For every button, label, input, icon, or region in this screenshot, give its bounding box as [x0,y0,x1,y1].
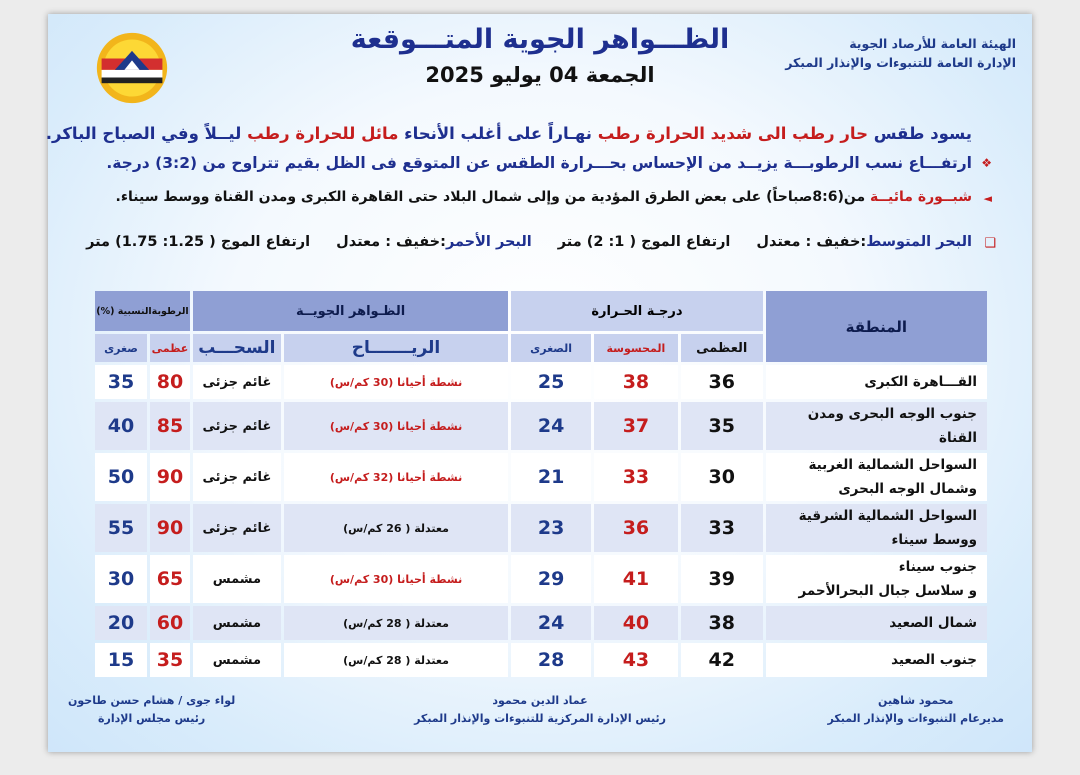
table-row [95,555,987,603]
min-temp-cell: 23 [511,504,591,552]
wind-cell: نشطة أحيانا (30 كم/س) [284,555,508,603]
table-row [95,606,987,640]
clouds-cell: غائم جزئى [193,402,281,450]
fog-label: شبــورة مائيــة [870,189,972,205]
region-name-line: جنوب الوجه البحرى ومدن القناة [807,406,977,446]
humidity-min-cell: 15 [95,643,147,677]
header-wind: الريـــــــاح [284,334,508,362]
sea-red-wave: ارتفاع الموج ( 1.25: 1.75) متر [86,234,311,250]
header-humidity-max: عظمى [150,334,190,362]
header-phenomena: الظـواهر الجويــة [193,291,508,331]
max-temp-cell: 38 [681,606,763,640]
table-row [95,453,987,501]
humidity-min-cell: 20 [95,606,147,640]
summary-highlight: مائل للحرارة رطب [247,124,399,143]
region-name-line: ووسط سيناء [891,532,977,548]
header-humidity: الرطوبةالنسبية (%) [95,291,190,331]
clouds-cell: غائم جزئى [193,504,281,552]
wind-cell: معتدلة ( 28 كم/س) [284,643,508,677]
table-row [95,643,987,677]
header-min-temp: الصغرى [511,334,591,362]
header-clouds: السحـــب [193,334,281,362]
region-name-line: و سلاسل جبال البحرالأحمر [798,583,977,599]
clouds-cell: مشمس [193,643,281,677]
region-cell [766,643,987,677]
sea-red-state: :خفيف : معتدل [336,234,446,250]
summary-text: ليــلاً وفي الصباح الباكر. [45,124,248,143]
max-temp-cell: 42 [681,643,763,677]
summary-line-1 [46,124,972,143]
sea-med-state: :خفيف : معتدل [756,234,867,250]
humidity-max-cell: 65 [150,555,190,603]
region-name-line: جنوب سيناء [898,559,977,575]
wind-cell: نشطة أحيانا (32 كم/س) [284,453,508,501]
humidity-max-cell: 90 [150,504,190,552]
wind-cell: معتدلة ( 26 كم/س) [284,504,508,552]
signature-name: محمود شاهين [878,694,954,707]
wind-cell: نشطة أحيانا (30 كم/س) [284,402,508,450]
sea-med-label: البحر المتوسط [866,234,972,250]
signature-name: لواء جوى / هشام حسن طاحون [68,694,236,707]
signature-name: عماد الدين محمود [492,694,588,707]
feels-like-cell: 36 [594,504,678,552]
header-feels-like: المحسوسة [594,334,678,362]
table-row [95,504,987,552]
region-cell [766,365,987,399]
summary-text: نهـاراً على أغلب الأنحاء [398,124,598,143]
feels-like-cell: 38 [594,365,678,399]
max-temp-cell: 35 [681,402,763,450]
humidity-min-cell: 30 [95,555,147,603]
humidity-min-cell: 40 [95,402,147,450]
forecast-sheet [45,14,1032,752]
region-cell [766,402,987,450]
fog-text: من(8:6صباحاً) على بعض الطرق المؤدية من وإلى شمال البلاد حتى القاهرة الكبرى ومدن القناة ووسط سيناء. [115,189,870,205]
feels-like-cell: 43 [594,643,678,677]
max-temp-cell: 36 [681,365,763,399]
table-row [95,365,987,399]
min-temp-cell: 28 [511,643,591,677]
diamond-bullet-icon: ❖ [981,156,992,170]
humidity-max-cell: 85 [150,402,190,450]
humidity-max-cell: 90 [150,453,190,501]
region-name-line: السواحل الشمالية الغربية [808,457,977,473]
header-max-temp: العظمى [681,334,763,362]
feels-like-cell: 40 [594,606,678,640]
table-row [95,402,987,450]
clouds-cell: غائم جزئى [193,365,281,399]
min-temp-cell: 24 [511,606,591,640]
humidity-min-cell: 50 [95,453,147,501]
humidity-max-cell: 35 [150,643,190,677]
clouds-cell: مشمس [193,555,281,603]
region-name-line: السواحل الشمالية الشرقية [798,508,977,524]
min-temp-cell: 25 [511,365,591,399]
org-department: الإدارة العامة للتنبوءات والإنذار المبكر [785,55,1016,70]
min-temp-cell: 29 [511,555,591,603]
summary-text: يسود طقس [867,124,972,143]
page-title: الظـــواهر الجوية المتـــوقعة [350,24,730,55]
humidity-max-cell: 80 [150,365,190,399]
sea-med-wave: ارتفاع الموج ( 1: 2) متر [557,234,731,250]
feels-like-cell: 37 [594,402,678,450]
region-cell [766,555,987,603]
signature-title: مديرعام التنبوءات والإنذار المبكر [827,712,1004,725]
humidity-min-cell: 55 [95,504,147,552]
summary-line-3 [116,189,972,205]
region-cell [766,453,987,501]
square-bullet-icon: ❑ [984,236,996,251]
header-region: المنطقة [766,291,987,362]
header-temperature: درجـة الحـرارة [511,291,763,331]
summary-highlight: حار رطب الى شديد الحرارة رطب [597,124,868,143]
signature-title: رئيس الإدارة المركزية للتنبوءات والإنذار المبكر [414,712,666,725]
region-cell [766,606,987,640]
region-name-line: وشمال الوجه البحرى [838,481,977,497]
header-humidity-min: صغرى [95,334,147,362]
region-name-line: القـــاهرة الكبرى [864,374,977,390]
clouds-cell: غائم جزئى [193,453,281,501]
ema-logo-icon [94,30,170,106]
forecast-table [92,288,990,680]
wind-cell: نشطة أحيانا (30 كم/س) [284,365,508,399]
org-name: الهيئة العامة للأرصاد الجوية [849,36,1016,51]
region-name-line: شمال الصعيد [889,615,977,631]
max-temp-cell: 39 [681,555,763,603]
signature-chairman [68,692,235,728]
min-temp-cell: 21 [511,453,591,501]
humidity-min-cell: 35 [95,365,147,399]
max-temp-cell: 33 [681,504,763,552]
clouds-cell: مشمس [193,606,281,640]
feels-like-cell: 41 [594,555,678,603]
region-name-line: جنوب الصعيد [891,652,977,668]
signature-title: رئيس مجلس الإدارة [98,712,206,725]
sea-state-line [60,234,972,250]
max-temp-cell: 30 [681,453,763,501]
region-cell [766,504,987,552]
humidity-max-cell: 60 [150,606,190,640]
wind-cell: معتدلة ( 28 كم/س) [284,606,508,640]
forecast-date: الجمعة 04 يوليو 2025 [425,63,655,87]
triangle-bullet-icon: ◄ [983,192,992,205]
feels-like-cell: 33 [594,453,678,501]
min-temp-cell: 24 [511,402,591,450]
sea-red-label: البحر الأحمر [445,234,532,250]
summary-line-2: ارتفـــاع نسب الرطوبـــة يزيــد من الإحساس بحـــرارة الطقس عن المتوقع فى الظل بقيم تتراوح من (3:2) درجة. [106,154,972,172]
